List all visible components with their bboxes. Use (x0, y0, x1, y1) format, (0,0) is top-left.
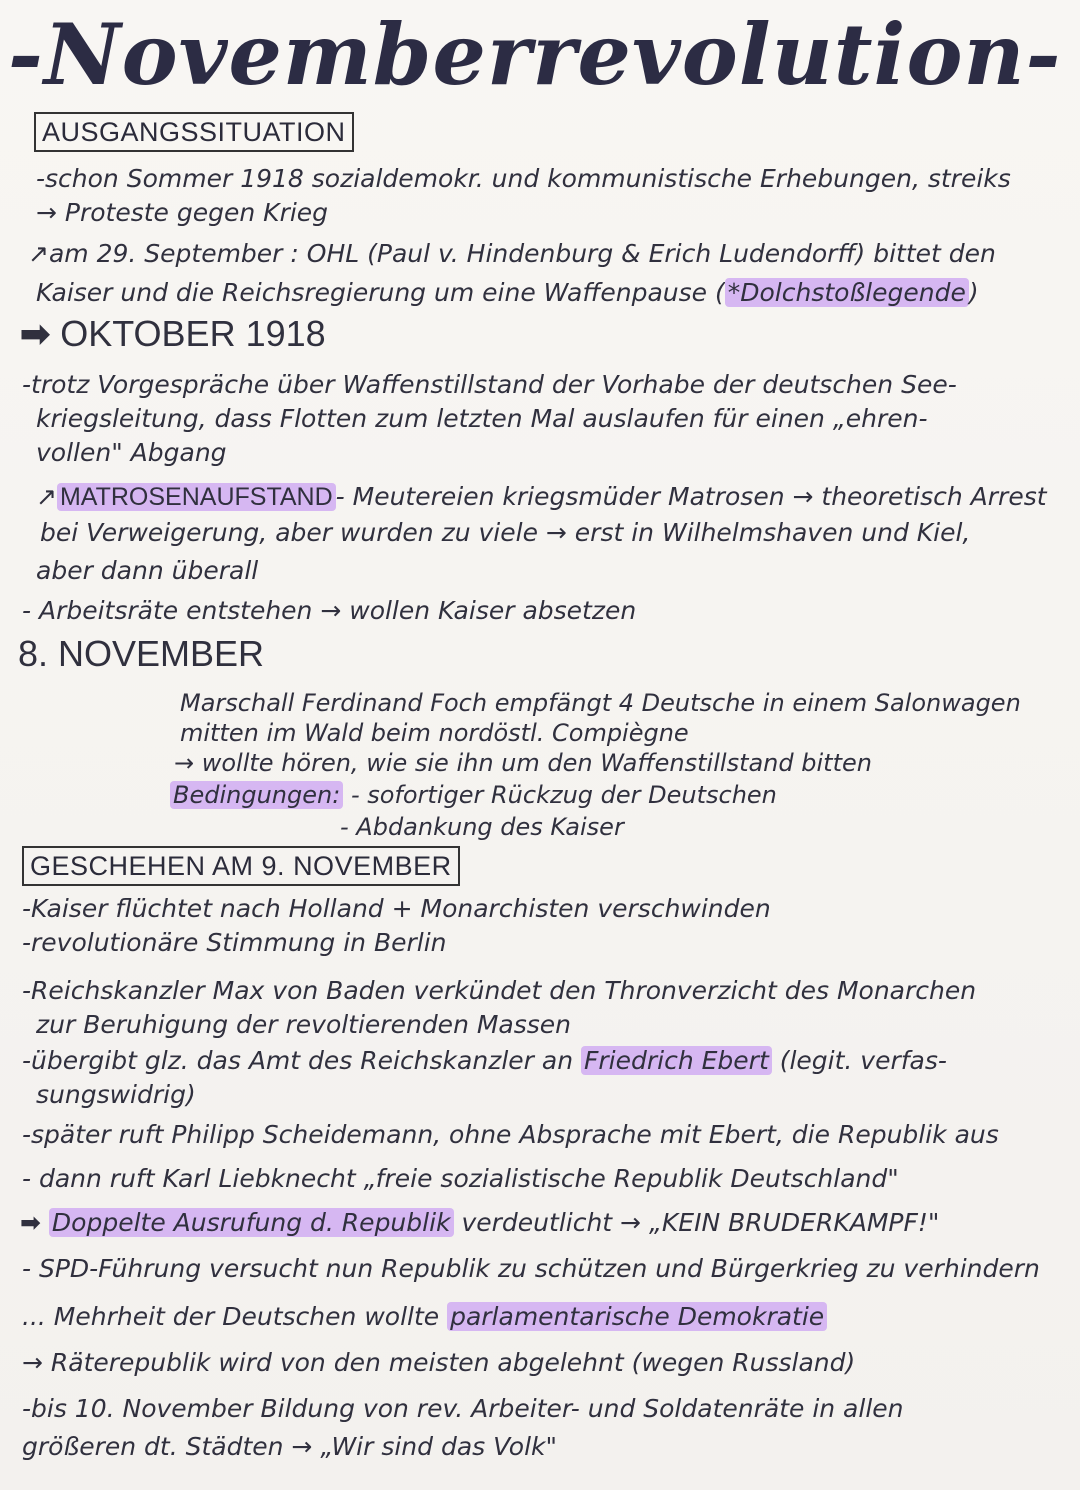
heading-oktober-1918: ➡ OKTOBER 1918 (20, 313, 326, 354)
text-line: sungswidrig) (36, 1080, 196, 1109)
highlight-friedrich-ebert: Friedrich Ebert (581, 1046, 772, 1075)
arrow-icon: ➡ (20, 313, 51, 354)
text-line: ➡ Doppelte Ausrufung d. Republik verdeutlicht → „KEIN BRUDERKAMPF!" (20, 1208, 940, 1237)
text-line: zur Beruhigung der revoltierenden Massen (36, 1010, 572, 1039)
text-line: -später ruft Philipp Scheidemann, ohne Absprache mit Ebert, die Republik aus (22, 1120, 999, 1149)
arrow-icon: ➡ (20, 1208, 41, 1237)
text-line: -schon Sommer 1918 sozialdemokr. und kommunistische Erhebungen, streiks (36, 164, 1011, 193)
text-line: → Proteste gegen Krieg (36, 198, 329, 227)
text-line: -übergibt glz. das Amt des Reichskanzler an Friedrich Ebert (legit. verfas- (22, 1046, 947, 1075)
highlight-doppelte-ausrufung: Doppelte Ausrufung d. Republik (49, 1208, 454, 1237)
text-line: → Räterepublik wird von den meisten abgelehnt (wegen Russland) (22, 1348, 856, 1377)
text-line: aber dann überall (36, 556, 259, 585)
highlight-bedingungen: Bedingungen: (170, 781, 343, 809)
highlight-matrosenaufstand: MATROSENAUFSTAND (57, 483, 336, 511)
heading-geschehen-9-november: GESCHEHEN AM 9. NOVEMBER (22, 846, 460, 886)
text-line: mitten im Wald beim nordöstl. Compiègne (180, 719, 689, 747)
text-line: → wollte hören, wie sie ihn um den Waffenstillstand bitten (174, 749, 872, 777)
text-line: kriegsleitung, dass Flotten zum letzten Mal auslaufen für einen „ehren- (36, 404, 928, 433)
text-line: Bedingungen: - sofortiger Rückzug der Deutschen (170, 778, 777, 812)
text-line: -revolutionäre Stimmung in Berlin (22, 928, 447, 957)
text-line: - dann ruft Karl Liebknecht „freie sozialistische Republik Deutschland" (22, 1164, 899, 1193)
text-line: ↗am 29. September : OHL (Paul v. Hindenburg & Erich Ludendorff) bittet den (28, 239, 996, 268)
heading-ausgangssituation: AUSGANGSSITUATION (34, 112, 354, 152)
text-line: - SPD-Führung versucht nun Republik zu schützen und Bürgerkrieg zu verhindern (22, 1254, 1040, 1283)
text-line: bei Verweigerung, aber wurden zu viele → erst in Wilhelmshaven und Kiel, (40, 518, 971, 547)
text-line: Kaiser und die Reichsregierung um eine Waffenpause ( *Dolchstoßlegende ) (36, 278, 979, 307)
text-line: - Abdankung des Kaiser (340, 813, 624, 841)
text-line: ... Mehrheit der Deutschen wollte parlamentarische Demokratie (22, 1300, 827, 1334)
text-line: -Reichskanzler Max von Baden verkündet den Thronverzicht des Monarchen (22, 976, 977, 1005)
text-line: -bis 10. November Bildung von rev. Arbeiter- und Soldatenräte in allen (22, 1394, 904, 1423)
page-title: -Novemberrevolution- (8, 5, 1062, 104)
highlight-dolchstosslegende: *Dolchstoßlegende (725, 278, 969, 307)
heading-8-november: 8. NOVEMBER (18, 633, 265, 674)
text-line: größeren dt. Städten → „Wir sind das Volk" (22, 1432, 557, 1461)
text-line: ↗ MATROSENAUFSTAND - Meutereien kriegsmüder Matrosen → theoretisch Arrest (36, 482, 1047, 511)
text-line: vollen" Abgang (36, 438, 227, 467)
text-line: Marschall Ferdinand Foch empfängt 4 Deutsche in einem Salonwagen (180, 689, 1021, 717)
text-line: - Arbeitsräte entstehen → wollen Kaiser absetzen (22, 596, 637, 625)
highlight-parlamentarische-demokratie: parlamentarische Demokratie (447, 1302, 827, 1331)
text-line: -Kaiser flüchtet nach Holland + Monarchisten verschwinden (22, 894, 771, 923)
text-line: -trotz Vorgespräche über Waffenstillstand der Vorhabe der deutschen See- (22, 370, 957, 399)
